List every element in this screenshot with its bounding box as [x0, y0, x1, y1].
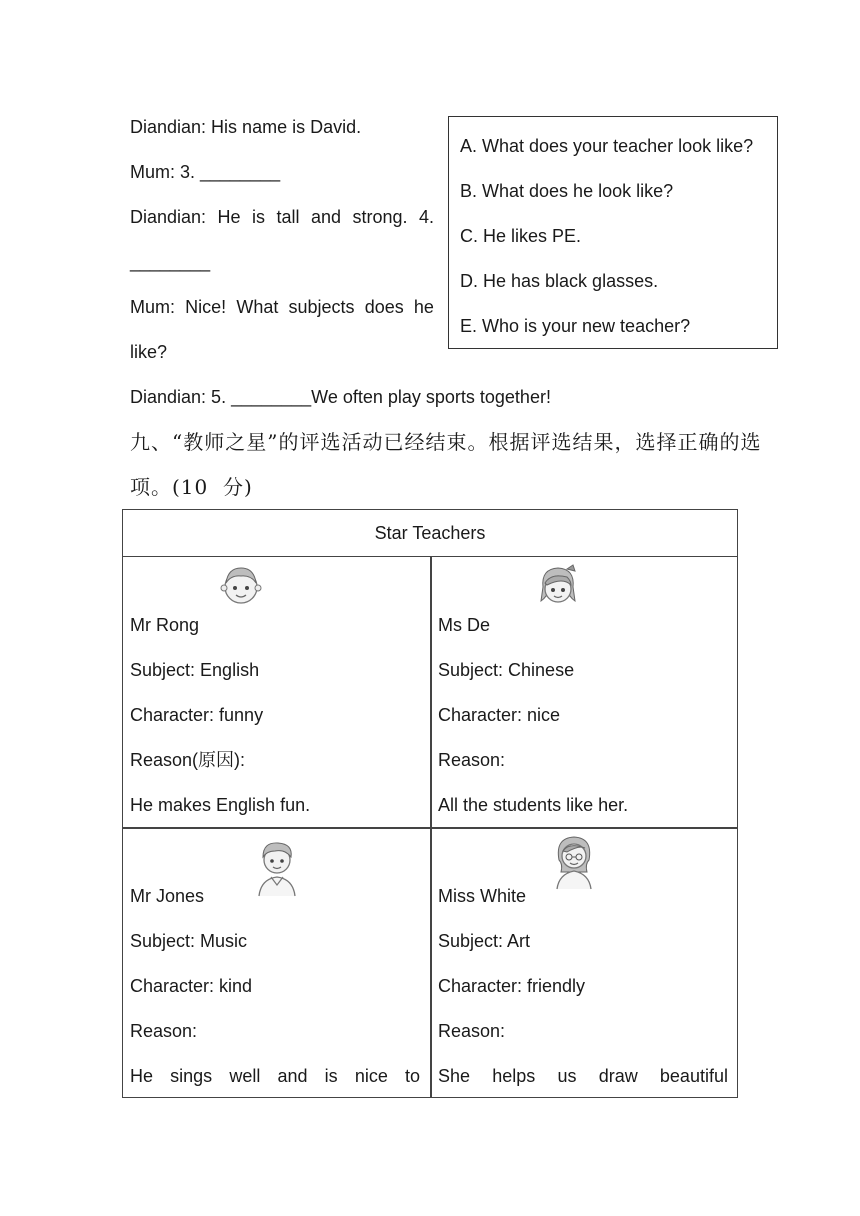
teacher-3-subject: Subject: Music: [130, 931, 248, 951]
word: is: [324, 1066, 338, 1086]
word: does: [364, 297, 404, 317]
word: Nice!: [185, 297, 227, 317]
section-heading-line-1: 九、“教师之星”的评选活动已经结束。根据评选结果，选择正确的选: [130, 430, 762, 454]
boy-avatar-icon: [218, 563, 264, 609]
word: he: [413, 297, 434, 317]
dialogue-line-3: [130, 206, 434, 228]
word: tall: [276, 207, 300, 227]
word: and: [277, 1066, 308, 1086]
word: strong.: [352, 207, 408, 227]
teacher-1-reason: He makes English fun.: [130, 795, 311, 815]
teacher-2-name: Ms De: [438, 615, 491, 635]
teacher-3-character: Character: kind: [130, 976, 253, 996]
star-teachers-table: [122, 509, 738, 1098]
word: draw: [598, 1066, 638, 1086]
teacher-3-reason-label: Reason:: [130, 1021, 198, 1041]
dialogue-line-4: [130, 296, 434, 318]
dialogue-line-5: Diandian: 5. ________We often play sports together!: [130, 387, 551, 407]
option-b: B. What does he look like?: [460, 181, 674, 201]
teacher-1-character: Character: funny: [130, 705, 264, 725]
teacher-4-character: Character: friendly: [438, 976, 586, 996]
word: is: [252, 207, 266, 227]
option-e: E. Who is your new teacher?: [460, 316, 691, 336]
word: He: [130, 1066, 154, 1086]
teacher-4-reason: [438, 1065, 728, 1087]
section-heading-line-2: 项。(10 分): [130, 475, 253, 499]
word: beautiful: [659, 1066, 728, 1086]
girl-avatar-icon: [533, 563, 583, 613]
teacher-4-reason-label: Reason:: [438, 1021, 506, 1041]
dialogue-line-2: Mum: 3. ________: [130, 162, 281, 182]
word: Diandian:: [130, 207, 207, 227]
word: Mum:: [130, 297, 175, 317]
teacher-4-name: Miss White: [438, 886, 527, 906]
teacher-3-reason: [130, 1065, 420, 1087]
teacher-2-reason-label: Reason:: [438, 750, 506, 770]
woman-avatar-icon: [551, 834, 597, 890]
dialogue-line-4-continued: like?: [130, 342, 168, 362]
teacher-3-name: Mr Jones: [130, 886, 205, 906]
teacher-4-subject: Subject: Art: [438, 931, 531, 951]
word: well: [229, 1066, 261, 1086]
word: helps: [492, 1066, 536, 1086]
word: nice: [354, 1066, 388, 1086]
word: 4.: [418, 207, 434, 227]
word: subjects: [288, 297, 355, 317]
teacher-1-reason-label: Reason(原因):: [130, 750, 246, 770]
teacher-1-subject: Subject: English: [130, 660, 260, 680]
word: and: [310, 207, 342, 227]
teacher-1-name: Mr Rong: [130, 615, 200, 635]
teacher-2-character: Character: nice: [438, 705, 561, 725]
row-divider: [123, 827, 737, 829]
word: sings: [170, 1066, 213, 1086]
word: us: [557, 1066, 577, 1086]
man-avatar-icon: [253, 839, 301, 897]
teacher-2-reason: All the students like her.: [438, 795, 629, 815]
word: He: [217, 207, 241, 227]
option-c: C. He likes PE.: [460, 226, 582, 246]
dialogue-line-1: Diandian: His name is David.: [130, 117, 362, 137]
table-title: Star Teachers: [123, 510, 737, 557]
word: What: [236, 297, 279, 317]
option-a: A. What does your teacher look like?: [460, 136, 754, 156]
dialogue-line-3-continued: ________: [130, 252, 211, 272]
word: to: [404, 1066, 420, 1086]
teacher-2-subject: Subject: Chinese: [438, 660, 575, 680]
options-box: [448, 116, 778, 349]
option-d: D. He has black glasses.: [460, 271, 659, 291]
word: She: [438, 1066, 471, 1086]
